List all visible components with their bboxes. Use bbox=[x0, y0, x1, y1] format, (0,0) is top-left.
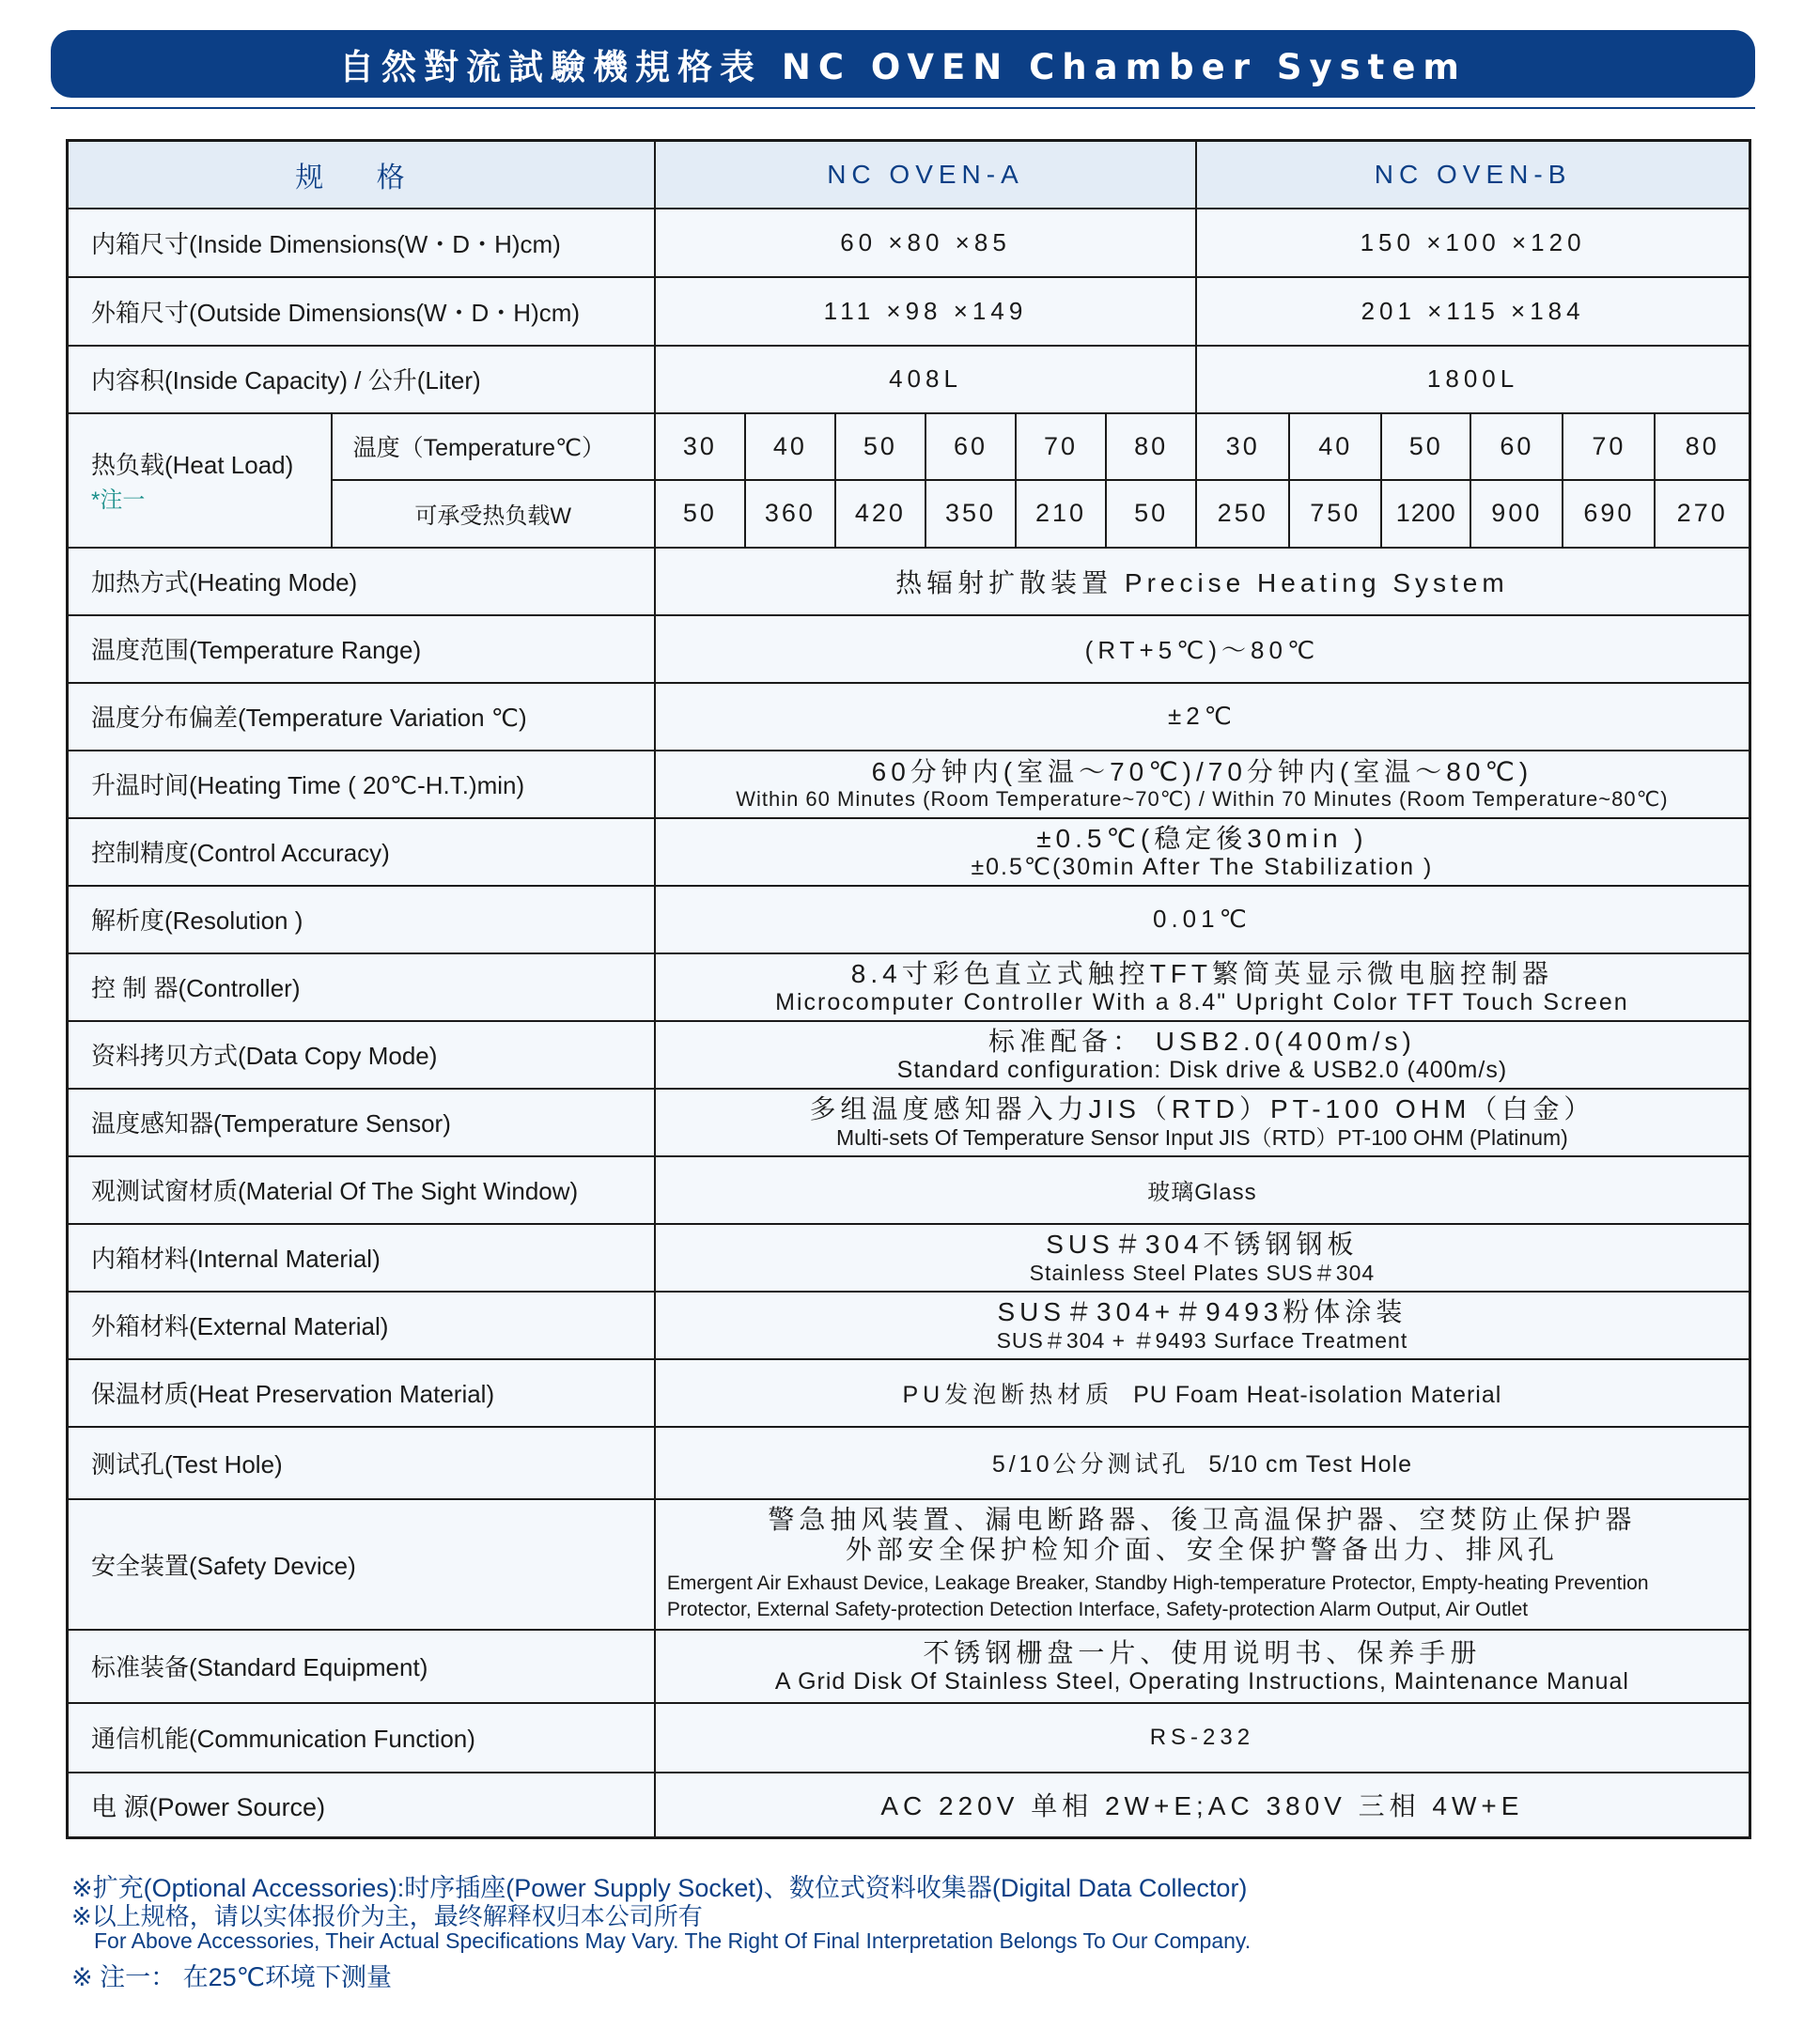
temp-a-cell: 60 bbox=[925, 413, 1016, 480]
load-a-cell: 350 bbox=[925, 480, 1016, 548]
value-cn: 60分钟内(室温～70℃)/70分钟内(室温～80℃) bbox=[871, 756, 1533, 786]
table-row bbox=[68, 615, 1750, 683]
row-value bbox=[655, 1224, 1750, 1292]
value-cn: 多组温度感知器入力JIS（RTD）PT-100 OHM（白金） bbox=[809, 1093, 1595, 1123]
row-label: 标准装备(Standard Equipment) bbox=[68, 1630, 655, 1703]
banner-title: 自然對流試驗機規格表 NC OVEN Chamber System bbox=[339, 47, 1467, 87]
table-row bbox=[68, 818, 1750, 886]
temp-a-cell: 80 bbox=[1106, 413, 1196, 480]
table-row bbox=[68, 277, 1750, 346]
heat-load-label-cell bbox=[68, 413, 332, 548]
row-label: 控 制 器(Controller) bbox=[68, 953, 655, 1021]
value-cn: 5/10公分测试孔 bbox=[991, 1451, 1190, 1478]
footer-disclaimer-cn: ※以上规格，请以实体报价为主，最终解释权归本公司所有 bbox=[71, 1902, 703, 1930]
load-b-cell: 1200 bbox=[1381, 480, 1470, 548]
row-value bbox=[655, 751, 1750, 818]
row-label: 保温材质(Heat Preservation Material) bbox=[68, 1359, 655, 1427]
value-en: Emergent Air Exhaust Device, Leakage Breaker, Standby High-temperature Protector, Empty-heating Prevention bbox=[666, 1572, 1649, 1594]
row-label: 温度范围(Temperature Range) bbox=[68, 615, 655, 683]
value-cn: 不锈钢栅盘一片、使用说明书、保养手册 bbox=[923, 1637, 1482, 1667]
table-row bbox=[68, 953, 1750, 1021]
value-en: SUS＃304 + ＃9493 Surface Treatment bbox=[996, 1327, 1408, 1353]
row-value bbox=[655, 1427, 1750, 1499]
row-value bbox=[655, 1089, 1750, 1156]
value-b: 150 ×100 ×120 bbox=[1196, 209, 1750, 277]
value-en: Stainless Steel Plates SUS＃304 bbox=[1029, 1260, 1376, 1285]
load-a-cell: 360 bbox=[745, 480, 835, 548]
row-value: AC 220V 单相 2W+E;AC 380V 三相 4W+E bbox=[655, 1773, 1750, 1838]
value-cn: ±0.5℃(稳定後30min ) bbox=[1036, 823, 1368, 853]
row-label: 外箱材料(External Material) bbox=[68, 1292, 655, 1359]
value-en: Microcomputer Controller With a 8.4" Upright Color TFT Touch Screen bbox=[775, 988, 1629, 1015]
row-value: RS-232 bbox=[655, 1703, 1750, 1773]
row-label: 解析度(Resolution ) bbox=[68, 886, 655, 953]
row-label: 温度分布偏差(Temperature Variation ℃) bbox=[68, 683, 655, 751]
table-row bbox=[68, 683, 1750, 751]
row-value bbox=[655, 1359, 1750, 1427]
row-label: 安全装置(Safety Device) bbox=[68, 1499, 655, 1630]
load-a-cell: 50 bbox=[655, 480, 745, 548]
banner-rule bbox=[51, 107, 1755, 109]
value-cn: SUS＃304+＃9493粉体涂装 bbox=[997, 1296, 1407, 1326]
temp-a-cell: 30 bbox=[655, 413, 745, 480]
table-row bbox=[68, 1427, 1750, 1499]
row-value bbox=[655, 953, 1750, 1021]
row-label: 内容积(Inside Capacity) / 公升(Liter) bbox=[68, 346, 655, 413]
row-label: 通信机能(Communication Function) bbox=[68, 1703, 655, 1773]
heat-load-note: *注一 bbox=[91, 488, 146, 513]
temp-b-cell: 40 bbox=[1289, 413, 1381, 480]
table-row bbox=[68, 1292, 1750, 1359]
table-row bbox=[68, 209, 1750, 277]
title-banner bbox=[51, 30, 1755, 98]
value-cn: 警急抽风装置、漏电断路器、後卫高温保护器、空焚防止保护器 bbox=[768, 1505, 1637, 1534]
row-label: 外箱尺寸(Outside Dimensions(W・D・H)cm) bbox=[68, 277, 655, 346]
temp-a-cell: 50 bbox=[835, 413, 925, 480]
temp-a-cell: 70 bbox=[1016, 413, 1106, 480]
model-a-header: NC OVEN-A bbox=[655, 141, 1196, 209]
value-cn: 标准配备： USB2.0(400m/s) bbox=[988, 1026, 1416, 1056]
table-row bbox=[68, 1703, 1750, 1773]
table-row bbox=[68, 886, 1750, 953]
temp-b-cell: 30 bbox=[1196, 413, 1289, 480]
value-en: Within 60 Minutes (Room Temperature~70℃) / Within 70 Minutes (Room Temperature~80℃) bbox=[736, 786, 1669, 811]
value-en: Standard configuration: Disk drive & USB2.0 (400m/s) bbox=[896, 1056, 1508, 1083]
table-row bbox=[68, 346, 1750, 413]
value-en: Protector, External Safety-protection Detection Interface, Safety-protection Alarm Output, Air Outlet bbox=[666, 1599, 1529, 1620]
value-cn: 外部安全保护检知介面、安全保护警备出力、排风孔 bbox=[845, 1535, 1559, 1564]
row-label: 升温时间(Heating Time ( 20℃-H.T.)min) bbox=[68, 751, 655, 818]
load-a-cell: 50 bbox=[1106, 480, 1196, 548]
row-label: 控制精度(Control Accuracy) bbox=[68, 818, 655, 886]
table-row bbox=[68, 1630, 1750, 1703]
row-value: (RT+5℃)～80℃ bbox=[655, 615, 1750, 683]
value-cn: PU发泡断热材质 bbox=[902, 1381, 1114, 1408]
row-value bbox=[655, 1021, 1750, 1089]
load-b-cell: 270 bbox=[1655, 480, 1750, 548]
load-a-cell: 420 bbox=[835, 480, 925, 548]
temp-b-cell: 70 bbox=[1563, 413, 1655, 480]
row-label: 加热方式(Heating Mode) bbox=[68, 548, 655, 615]
footer-note1: ※ 注一： 在25℃环境下测量 bbox=[71, 1963, 392, 1991]
load-b-cell: 250 bbox=[1196, 480, 1289, 548]
row-value: 热辐射扩散装置 Precise Heating System bbox=[655, 548, 1750, 615]
table-row bbox=[68, 1021, 1750, 1089]
row-value bbox=[655, 818, 1750, 886]
value-cn: 8.4寸彩色直立式触控TFT繁简英显示微电脑控制器 bbox=[850, 958, 1554, 988]
spec-table bbox=[66, 139, 1751, 1839]
table-row bbox=[68, 1773, 1750, 1838]
load-b-cell: 900 bbox=[1470, 480, 1563, 548]
table-header-row bbox=[68, 141, 1750, 209]
load-b-cell: 750 bbox=[1289, 480, 1381, 548]
temp-b-cell: 50 bbox=[1381, 413, 1470, 480]
spec-header: 规 格 bbox=[68, 141, 655, 209]
table-row bbox=[68, 751, 1750, 818]
table-row bbox=[68, 1499, 1750, 1630]
value-cn: SUS＃304不锈钢钢板 bbox=[1046, 1229, 1359, 1259]
heat-load-label: 热负载(Heat Load) bbox=[91, 451, 294, 479]
load-a-cell: 210 bbox=[1016, 480, 1106, 548]
value-b: 201 ×115 ×184 bbox=[1196, 277, 1750, 346]
model-b-header: NC OVEN-B bbox=[1196, 141, 1750, 209]
footer-disclaimer-en: For Above Accessories, Their Actual Specifications May Vary. The Right Of Final Interpretation Belongs To Our Company. bbox=[94, 1928, 1252, 1953]
load-sublabel: 可承受热负载W bbox=[332, 480, 655, 548]
row-label: 测试孔(Test Hole) bbox=[68, 1427, 655, 1499]
table-row bbox=[68, 1089, 1750, 1156]
temp-a-cell: 40 bbox=[745, 413, 835, 480]
row-label: 资料拷贝方式(Data Copy Mode) bbox=[68, 1021, 655, 1089]
table-row bbox=[68, 1359, 1750, 1427]
value-en: 5/10 cm Test Hole bbox=[1208, 1451, 1412, 1478]
row-value: 0.01℃ bbox=[655, 886, 1750, 953]
row-value: 玻璃Glass bbox=[655, 1156, 1750, 1224]
value-en: ±0.5℃(30min After The Stabilization ) bbox=[971, 853, 1434, 880]
load-b-cell: 690 bbox=[1563, 480, 1655, 548]
heat-load-temp-row bbox=[68, 413, 1750, 480]
table-row bbox=[68, 1156, 1750, 1224]
temperature-sublabel: 温度（Temperature℃） bbox=[332, 413, 655, 480]
row-label: 温度感知器(Temperature Sensor) bbox=[68, 1089, 655, 1156]
row-label: 内箱尺寸(Inside Dimensions(W・D・H)cm) bbox=[68, 209, 655, 277]
value-en: A Grid Disk Of Stainless Steel, Operating Instructions, Maintenance Manual bbox=[774, 1667, 1629, 1695]
table-row bbox=[68, 548, 1750, 615]
value-b: 1800L bbox=[1196, 346, 1750, 413]
row-value bbox=[655, 1499, 1750, 1630]
value-en: PU Foam Heat-isolation Material bbox=[1133, 1381, 1502, 1408]
value-a: 60 ×80 ×85 bbox=[655, 209, 1196, 277]
row-value: ±2℃ bbox=[655, 683, 1750, 751]
footer-accessories: ※扩充(Optional Accessories):时序插座(Power Supply Socket)、数位式资料收集器(Digital Data Collector) bbox=[71, 1874, 1248, 1902]
row-label: 观测试窗材质(Material Of The Sight Window) bbox=[68, 1156, 655, 1224]
row-value bbox=[655, 1630, 1750, 1703]
row-label: 电 源(Power Source) bbox=[68, 1773, 655, 1838]
row-value bbox=[655, 1292, 1750, 1359]
value-a: 111 ×98 ×149 bbox=[655, 277, 1196, 346]
row-label: 内箱材料(Internal Material) bbox=[68, 1224, 655, 1292]
temp-b-cell: 80 bbox=[1655, 413, 1750, 480]
temp-b-cell: 60 bbox=[1470, 413, 1563, 480]
table-row bbox=[68, 1224, 1750, 1292]
value-a: 408L bbox=[655, 346, 1196, 413]
value-en: Multi-sets Of Temperature Sensor Input JIS（RTD）PT-100 OHM (Platinum) bbox=[835, 1124, 1568, 1150]
